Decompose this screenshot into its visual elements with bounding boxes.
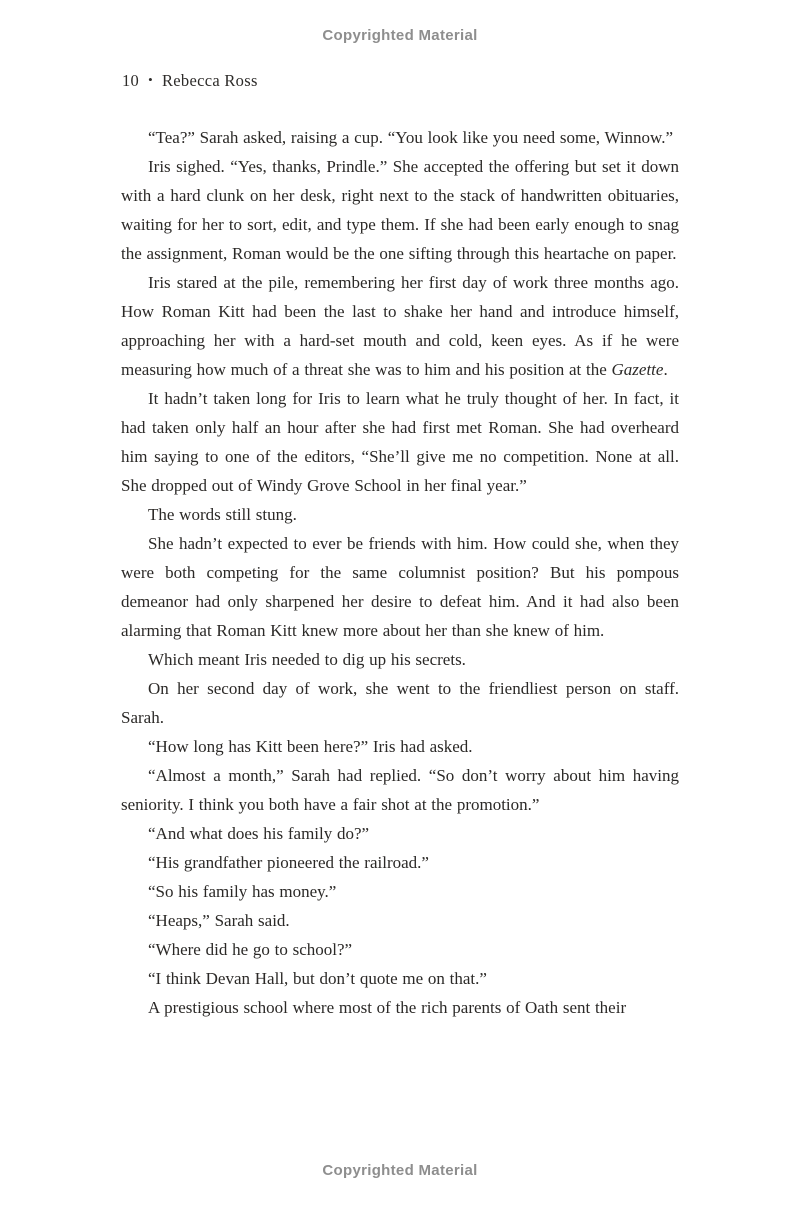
paragraph-text: “Almost a month,” Sarah had replied. “So don’t worry about him having seniority. I think you both have a fair shot at the promotion.” xyxy=(121,766,679,814)
paragraph xyxy=(121,674,679,732)
paragraph-text: Iris stared at the pile, remembering her first day of work three months ago. How Roman Kitt had been the last to shake her hand and introduce himself, approaching her with a hard-set mouth and cold, keen eyes. As if he were measuring how much of a threat she was to him and his position at the xyxy=(121,273,679,379)
paragraph-text: “And what does his family do?” xyxy=(148,824,370,843)
paragraph-text: Which meant Iris needed to dig up his secrets. xyxy=(148,650,466,669)
paragraph xyxy=(121,964,679,993)
paragraph-text: A prestigious school where most of the rich parents of Oath sent their xyxy=(148,998,627,1017)
paragraph xyxy=(121,819,679,848)
paragraph xyxy=(121,529,679,645)
running-header xyxy=(122,71,258,91)
paragraph-text: It hadn’t taken long for Iris to learn what he truly thought of her. In fact, it had taken only half an hour after she had first met Roman. She had overheard him saying to one of the editors, “She’ll give me no competition. None at all. She dropped out of Windy Grove School in her final year.” xyxy=(121,389,679,495)
paragraph xyxy=(121,935,679,964)
paragraph-text: Iris sighed. “Yes, thanks, Prindle.” She accepted the offering but set it down with a hard clunk on her desk, right next to the stack of handwritten obituaries, waiting for her to sort, edit, and type them. If she had been early enough to snag the assignment, Roman would be the one sifting through this heartache on paper. xyxy=(121,157,679,263)
paragraph xyxy=(121,268,679,384)
paragraph-text: She hadn’t expected to ever be friends with him. How could she, when they were both competing for the same columnist position? But his pompous demeanor had only sharpened her desire to defeat him. And it had also been alarming that Roman Kitt knew more about her than she knew of him. xyxy=(121,534,679,640)
paragraph-text: “I think Devan Hall, but don’t quote me on that.” xyxy=(148,969,487,988)
copyright-notice-bottom: Copyrighted Material xyxy=(322,1162,478,1179)
paragraph xyxy=(121,761,679,819)
paragraph xyxy=(121,123,679,152)
copyright-notice-top: Copyrighted Material xyxy=(322,27,478,44)
paragraph-text: “Tea?” Sarah asked, raising a cup. “You look like you need some, Winnow.” xyxy=(148,128,674,147)
paragraph xyxy=(121,848,679,877)
paragraph-text: . xyxy=(663,360,668,379)
paragraph-text: On her second day of work, she went to the friendliest person on staff. Sarah. xyxy=(121,679,679,727)
paragraph xyxy=(121,993,679,1022)
paragraph xyxy=(121,384,679,500)
author-name: Rebecca Ross xyxy=(161,71,258,90)
paragraph-text: “Where did he go to school?” xyxy=(148,940,353,959)
paragraph-text: “Heaps,” Sarah said. xyxy=(148,911,290,930)
paragraph xyxy=(121,645,679,674)
paragraph xyxy=(121,500,679,529)
paragraph-text: “So his family has money.” xyxy=(148,882,337,901)
paragraph xyxy=(121,732,679,761)
page-number: 10 xyxy=(122,71,140,90)
paragraph xyxy=(121,877,679,906)
paragraph xyxy=(121,152,679,268)
paragraph-text: “How long has Kitt been here?” Iris had asked. xyxy=(148,737,473,756)
italic-text: Gazette xyxy=(611,360,664,379)
paragraph-text: “His grandfather pioneered the railroad.” xyxy=(148,853,429,872)
paragraph-text: The words still stung. xyxy=(148,505,297,524)
paragraph xyxy=(121,906,679,935)
page-body xyxy=(121,123,679,1022)
header-separator-dot: • xyxy=(148,72,153,87)
